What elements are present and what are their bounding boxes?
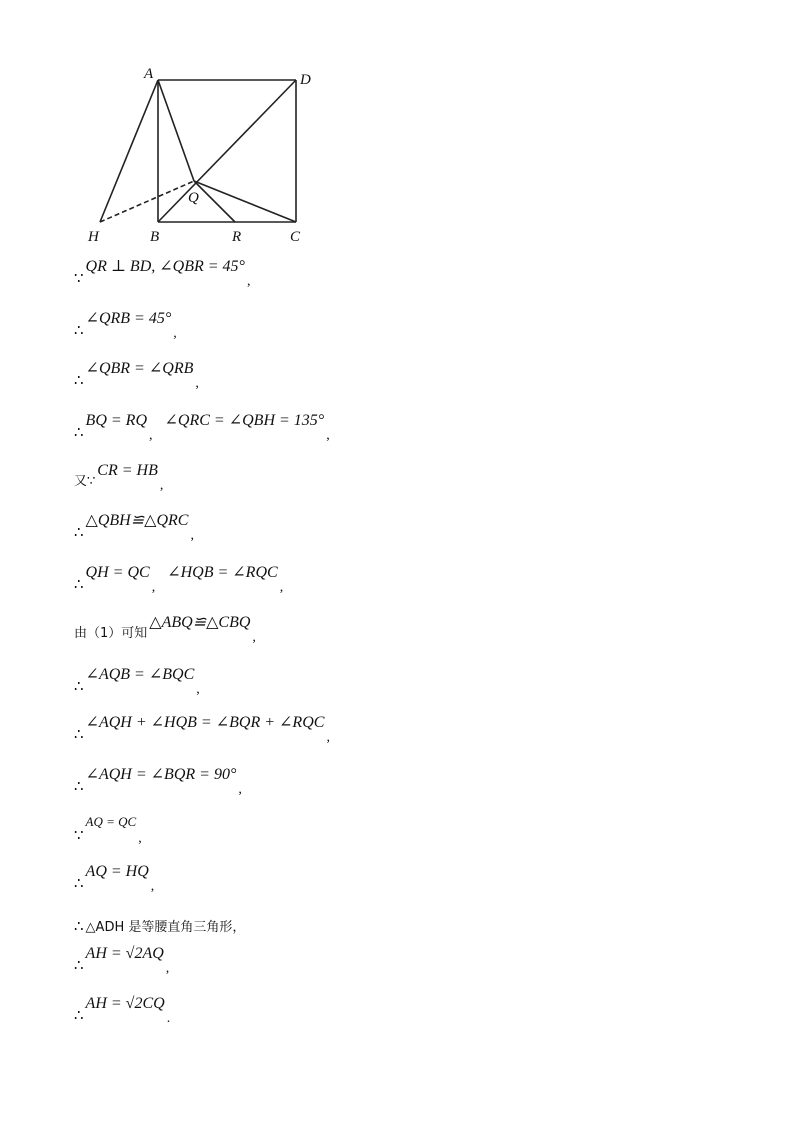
- label-B: B: [150, 229, 160, 245]
- punctuation: ,: [173, 326, 177, 341]
- equation-2: ∠HQB = ∠RQC: [167, 564, 278, 581]
- equation: ∠AQH + ∠HQB = ∠BQR + ∠RQC: [85, 714, 325, 731]
- equation: ∠AQB = ∠BQC: [85, 666, 195, 683]
- punctuation: ,: [252, 630, 256, 645]
- proof-symbol: ∴: [74, 373, 84, 389]
- punctuation: .: [166, 1011, 171, 1026]
- punctuation: ,: [165, 961, 170, 976]
- equation-2: ∠QRC = ∠QBH = 135°: [164, 412, 325, 429]
- label-R: R: [232, 229, 242, 245]
- proof-symbol: ∵: [74, 271, 84, 287]
- segment-AH: [100, 80, 158, 222]
- equation: AH = √2AQ: [85, 945, 164, 962]
- proof-step-10: [74, 714, 330, 745]
- proof-step-12: [74, 814, 142, 846]
- proof-step-2: [74, 310, 177, 341]
- equation: BQ = RQ: [85, 412, 147, 429]
- punctuation: ,: [159, 478, 164, 493]
- proof-step-3: [74, 360, 199, 391]
- proof-symbol: ∴: [74, 425, 84, 441]
- proof-step-7: [74, 564, 284, 595]
- proof-symbol: ∴: [74, 958, 84, 974]
- proof-symbol: ∴: [74, 919, 84, 935]
- punctuation: ,: [138, 831, 142, 846]
- segment-QC: [194, 181, 296, 222]
- proof-symbol: ∴: [74, 525, 84, 541]
- equation: △ABQ≌△CBQ: [149, 614, 251, 631]
- label-C: C: [290, 229, 301, 245]
- equation: QR ⊥ BD, ∠QBR = 45°: [85, 258, 245, 275]
- proof-symbol: ∴: [74, 727, 84, 743]
- proof-step-1: [74, 258, 251, 289]
- label-D: D: [300, 72, 311, 88]
- proof-step-9: [74, 666, 200, 697]
- proof-symbol: ∴: [74, 679, 84, 695]
- equation: ∠QRB = 45°: [85, 310, 172, 327]
- punctuation: ,: [279, 580, 284, 595]
- proof-step-15: [74, 945, 170, 976]
- proof-symbol: 由（1）可知: [74, 626, 148, 641]
- segment-BD: [158, 80, 296, 222]
- label-H: H: [88, 229, 99, 245]
- equation: ∠AQH = ∠BQR = 90°: [85, 766, 237, 783]
- proof-symbol: ∴: [74, 577, 84, 593]
- punctuation: ,: [149, 428, 153, 443]
- proof-symbol: ∴: [74, 876, 84, 892]
- punctuation: ,: [238, 782, 242, 797]
- proof-step-11: [74, 766, 242, 797]
- label-A: A: [144, 66, 154, 82]
- proof-symbol: ∴: [74, 323, 84, 339]
- segment-AQ: [158, 80, 194, 181]
- equation: ∠QBR = ∠QRB: [85, 360, 194, 377]
- equation: QH = QC: [85, 564, 150, 581]
- proof-symbol: ∴: [74, 1008, 84, 1024]
- punctuation: ,: [190, 528, 194, 543]
- proof-symbol: ∴: [74, 779, 84, 795]
- punctuation: ,: [326, 730, 330, 745]
- proof-step-6: [74, 512, 194, 543]
- conclusion-text: △ADH 是等腰直角三角形，: [85, 920, 246, 935]
- equation: AQ = HQ: [85, 863, 149, 880]
- punctuation: ,: [195, 376, 199, 391]
- label-Q: Q: [188, 190, 199, 206]
- geometry-figure: [84, 60, 324, 246]
- segment-QR: [194, 181, 235, 222]
- equation: △QBH≌△QRC: [85, 512, 189, 529]
- square-diagram: [84, 60, 324, 246]
- equation: AH = √2CQ: [85, 995, 165, 1012]
- equation: AQ = QC: [85, 814, 137, 829]
- punctuation: ,: [151, 580, 156, 595]
- punctuation: ,: [150, 879, 155, 894]
- proof-step-14: [74, 916, 245, 936]
- equation: CR = HB: [97, 462, 158, 479]
- punctuation: ,: [246, 274, 251, 289]
- proof-step-16: [74, 995, 171, 1026]
- proof-step-8: [74, 614, 256, 645]
- proof-step-5: [74, 462, 164, 493]
- punctuation: ,: [196, 682, 200, 697]
- punctuation: ,: [326, 428, 330, 443]
- proof-symbol: 又∵: [74, 474, 96, 489]
- proof-step-13: [74, 863, 155, 894]
- proof-step-4: [74, 412, 330, 443]
- proof-symbol: ∵: [74, 828, 84, 844]
